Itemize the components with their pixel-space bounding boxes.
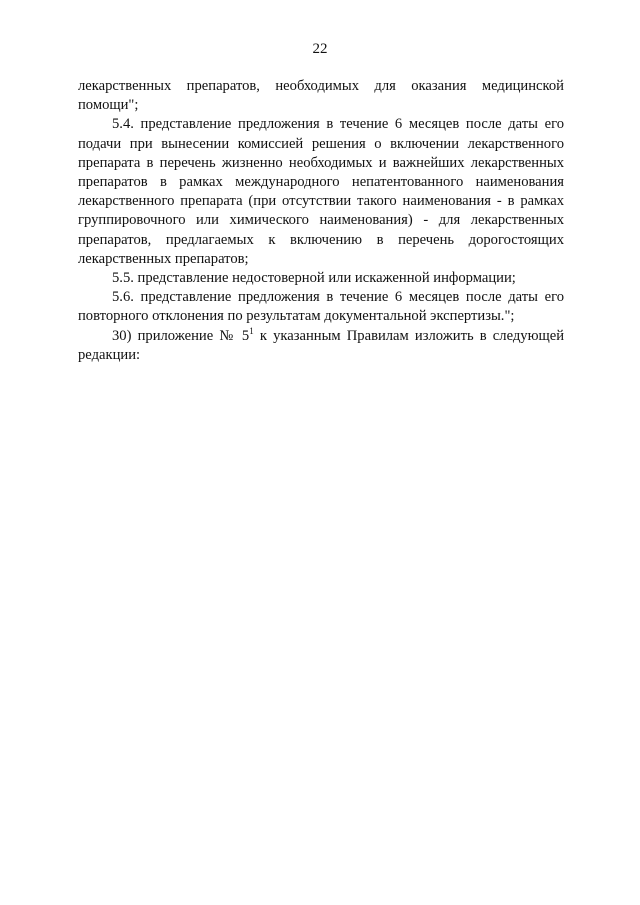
document-body <box>78 77 564 365</box>
paragraph-5-4: 5.4. представление предложения в течение 6 месяцев после даты его подачи при вынесении комиссией решения о включении лекарственного препарата в перечень жизненно необходимых и важнейших лекарственных препаратов в рамках международного непатентованного наименования лекарственного препарата (при отсутствии такого наименования - в рамках группировочного или химического наименования) - для лекарственных препаратов, предлагаемых к включению в перечень дорогостоящих лекарственных препаратов; <box>78 116 564 267</box>
paragraph-5-6: 5.6. представление предложения в течение 6 месяцев после даты его повторного отклонения по результатам документальной экспертизы."; <box>78 289 564 325</box>
page-number: 22 <box>312 41 328 57</box>
paragraph-item-30 <box>78 327 564 365</box>
paragraph-continuation: лекарственных препаратов, необходимых для оказания медицинской помощи"; <box>78 78 564 114</box>
item-30-superscript: 1 <box>249 325 254 336</box>
item-30-suffix: к указанным Правилам изложить в следующей редакции: <box>78 327 565 363</box>
paragraph-5-5: 5.5. представление недостоверной или искаженной информации; <box>112 270 516 287</box>
item-30-prefix: 30) приложение № 5 <box>112 327 250 344</box>
